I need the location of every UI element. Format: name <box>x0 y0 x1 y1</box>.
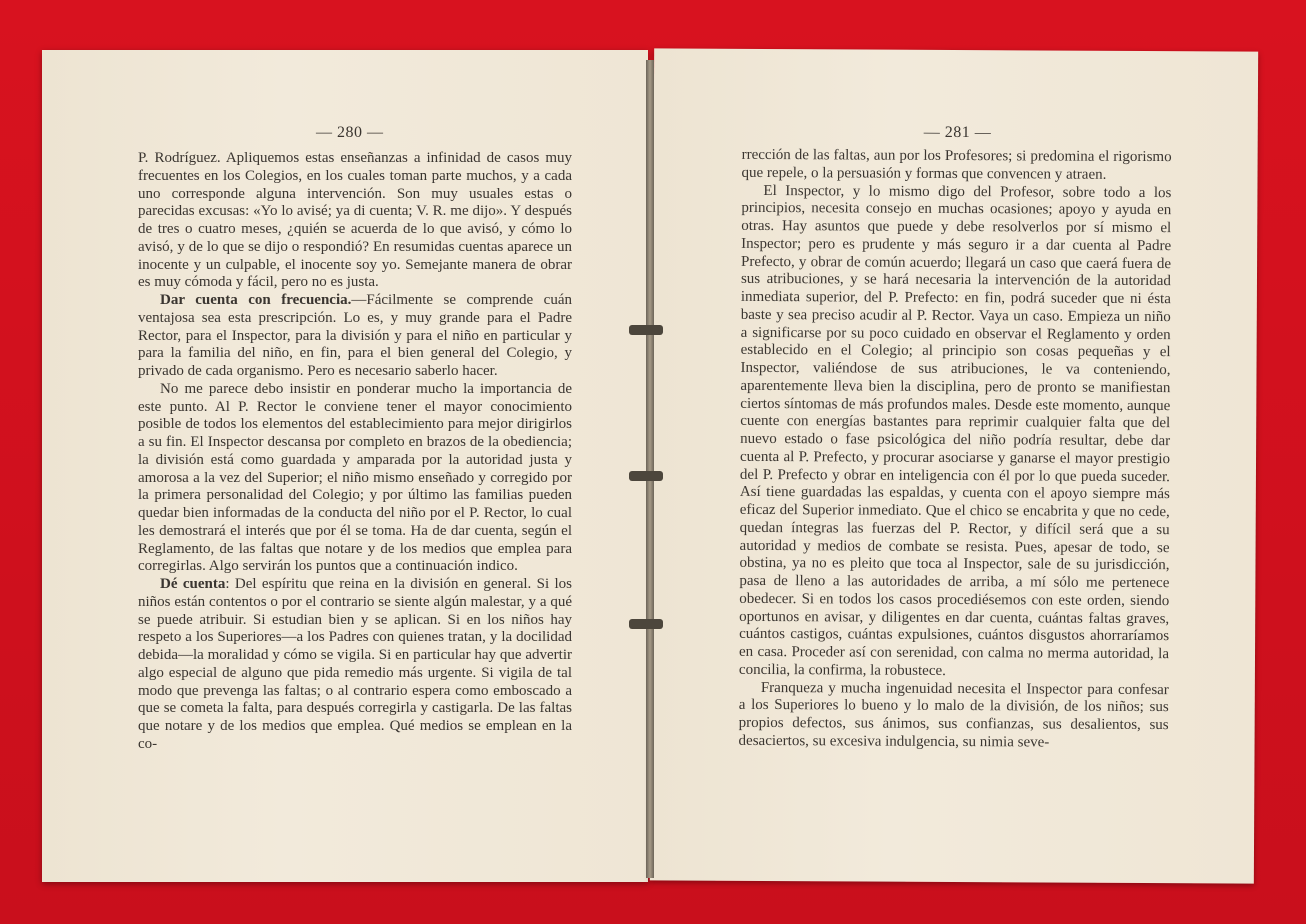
page-number-left: — 280 — <box>316 124 384 141</box>
paragraph-text: : Del espíritu que reina en la división en general. Si los niños están contentos o por el contrario se siente algún malestar, y a qué se puede atribuir. Si estudian bien y se aplican. Si en los niños hay respeto a los Superiores—a los Padres con quienes tratan, y la docilidad debida—la moralidad y cómo se vigila. Si en particular hay que advertir algo especial de alguno que pida remedio más urgente. Si vigila de tal modo que prevenga las faltas; o al contrario espera como emboscado a que se cometa la falta, para después corregirla y castigarla. De las faltas que notare y de los medios que emplea. Qué medios se emplean en la co- <box>138 576 572 752</box>
paragraph <box>741 147 1171 185</box>
paragraph <box>138 576 572 754</box>
paragraph-text: Franqueza y mucha ingenuidad necesita el Inspector para confesar a los Superiores lo bueno y lo malo de la división, de los niños; sus propios defectos, sus ánimos, sus confianzas, sus desalientos, sus desaciertos, su excesiva indulgencia, su nimia seve- <box>738 679 1169 751</box>
page-number-right: — 281 — <box>923 123 992 142</box>
section-heading: Dar cuenta con frecuencia. <box>160 292 352 308</box>
paragraph-text: rrección de las faltas, aun por los Profesores; si predomina el rigorismo que repele, o la persuasión y formas que convencen y atraen. <box>741 146 1172 183</box>
paragraph-text: P. Rodríguez. Apliquemos estas enseñanzas a infinidad de casos muy frecuentes en los Colegios, en los cuales toman parte muchos, y a cada uno corresponde alguna intervención. Son muy usuales estas o parecidas excusas: «Yo lo avisé; ya di cuenta; V. R. me dijo». Y después de tres o cuatro meses, ¿quién se acuerda de lo que avisó, y cómo lo avisó, y de lo que se dijo o respondió? En resumidas cuentas aparece un inocente y un culpable, el inocente soy yo. Semejante manera de obrar es muy cómoda y fácil, pero no es justa. <box>138 150 572 291</box>
paragraph <box>739 182 1172 681</box>
paragraph-text: —Fácilmente se comprende cuán ventajosa sea esta prescripción. Lo es, y muy grande para el Padre Rector, para el Inspector, para la división y para el niño en particular y para la familia del niño, en fin, para el bien general del Colegio, y privado de cada organismo. Pero es necesario saberlo hacer. <box>138 292 572 379</box>
paragraph <box>739 679 1169 752</box>
right-page-text <box>739 147 1172 753</box>
paragraph <box>138 381 572 576</box>
binding-stitch <box>629 471 663 481</box>
paragraph <box>138 292 572 381</box>
book-spine <box>646 60 654 878</box>
binding-stitch <box>629 619 663 629</box>
binding-stitch <box>629 325 663 335</box>
left-page <box>42 50 648 882</box>
left-page-text <box>138 150 572 754</box>
paragraph-text: No me parece debo insistir en ponderar mucho la importancia de este punto. Al P. Rector le conviene tener el mayor conocimiento posible de todos los elementos del establecimiento para mejor dirigirlos a su fin. El Inspector descansa por completo en brazos de la obediencia; la división está como guardada y amparada por la autoridad justa y amorosa a la vez del Superior; el niño mismo enseñado y corregido por la primera personalidad del Colegio; y por último las familias pueden quedar bien informadas de la conducta del niño por el P. Rector, lo cual les demostrará el interés que por él se toma. Ha de dar cuenta, según el Reglamento, de las faltas que notare y de los medios que emplea para corregirlas. Algo servirán los puntos que a continuación indico. <box>138 380 572 575</box>
paragraph-text: El Inspector, y lo mismo digo del Profesor, sobre todo a los principios, necesita consejo en muchas ocasiones; apoyo y ayuda en otras. Hay asuntos que puede y debe resolverlos por sí mismo el Inspector; pero es prudente y más seguro ir a dar cuenta al Padre Prefecto, y obrar de común acuerdo; llegará un caso que caerá fuera de sus atribuciones, y se hará necesaria la intervención de la autoridad inmediata superior, del P. Prefecto: en fin, podrá suceder que ni ésta baste y sea preciso acudir al P. Rector. Vaya un caso. Empieza un niño a significarse por su poco cuidado en observar el Reglamento y orden establecido en el Colegio; al principio son cosas pequeñas y el Inspector, valiéndose de sus atribuciones, le va conteniendo, aparentemente lleva bien la disciplina, pero de pronto se manifiestan ciertos síntomas de más profundos males. Desde este momento, aunque cuente con energías bastantes para reprimir cualquier falta que del nuevo estado o fase psicológica del niño podría resultar, debe dar cuenta al P. Prefecto, y procurar asociarse y ganarse el mayor prestigio del P. Prefecto y obrar en inteligencia con él por lo que pueda suceder. Así tiene guardadas las espaldas, y cuenta con el apoyo siempre más eficaz del Superior inmediato. Que el chico se encabrita y que no cede, quedan íntegras las fuerzas del P. Rector, y difícil será que a su autoridad y medios de combate se resista. Pues, apesar de todo, se obstina, ya no es pleito que toca al Inspector, sale de su jurisdicción, pasa de lleno a las autoridades de arriba, a mí sólo me pertenece obedecer. Si en todos los casos procediésemos con este orden, siendo oportunos en avisar, y diligentes en dar cuenta, cuántas faltas graves, cuántos castigos, cuántas expulsiones, cuántos disgustos ahorraríamos en casa. Proceder así con serenidad, con calma no merma autoridad, la concilia, la confirma, la robustece. <box>738 182 1172 679</box>
paragraph <box>138 150 572 292</box>
section-heading: Dé cuenta <box>160 576 226 592</box>
right-page <box>650 48 1258 883</box>
